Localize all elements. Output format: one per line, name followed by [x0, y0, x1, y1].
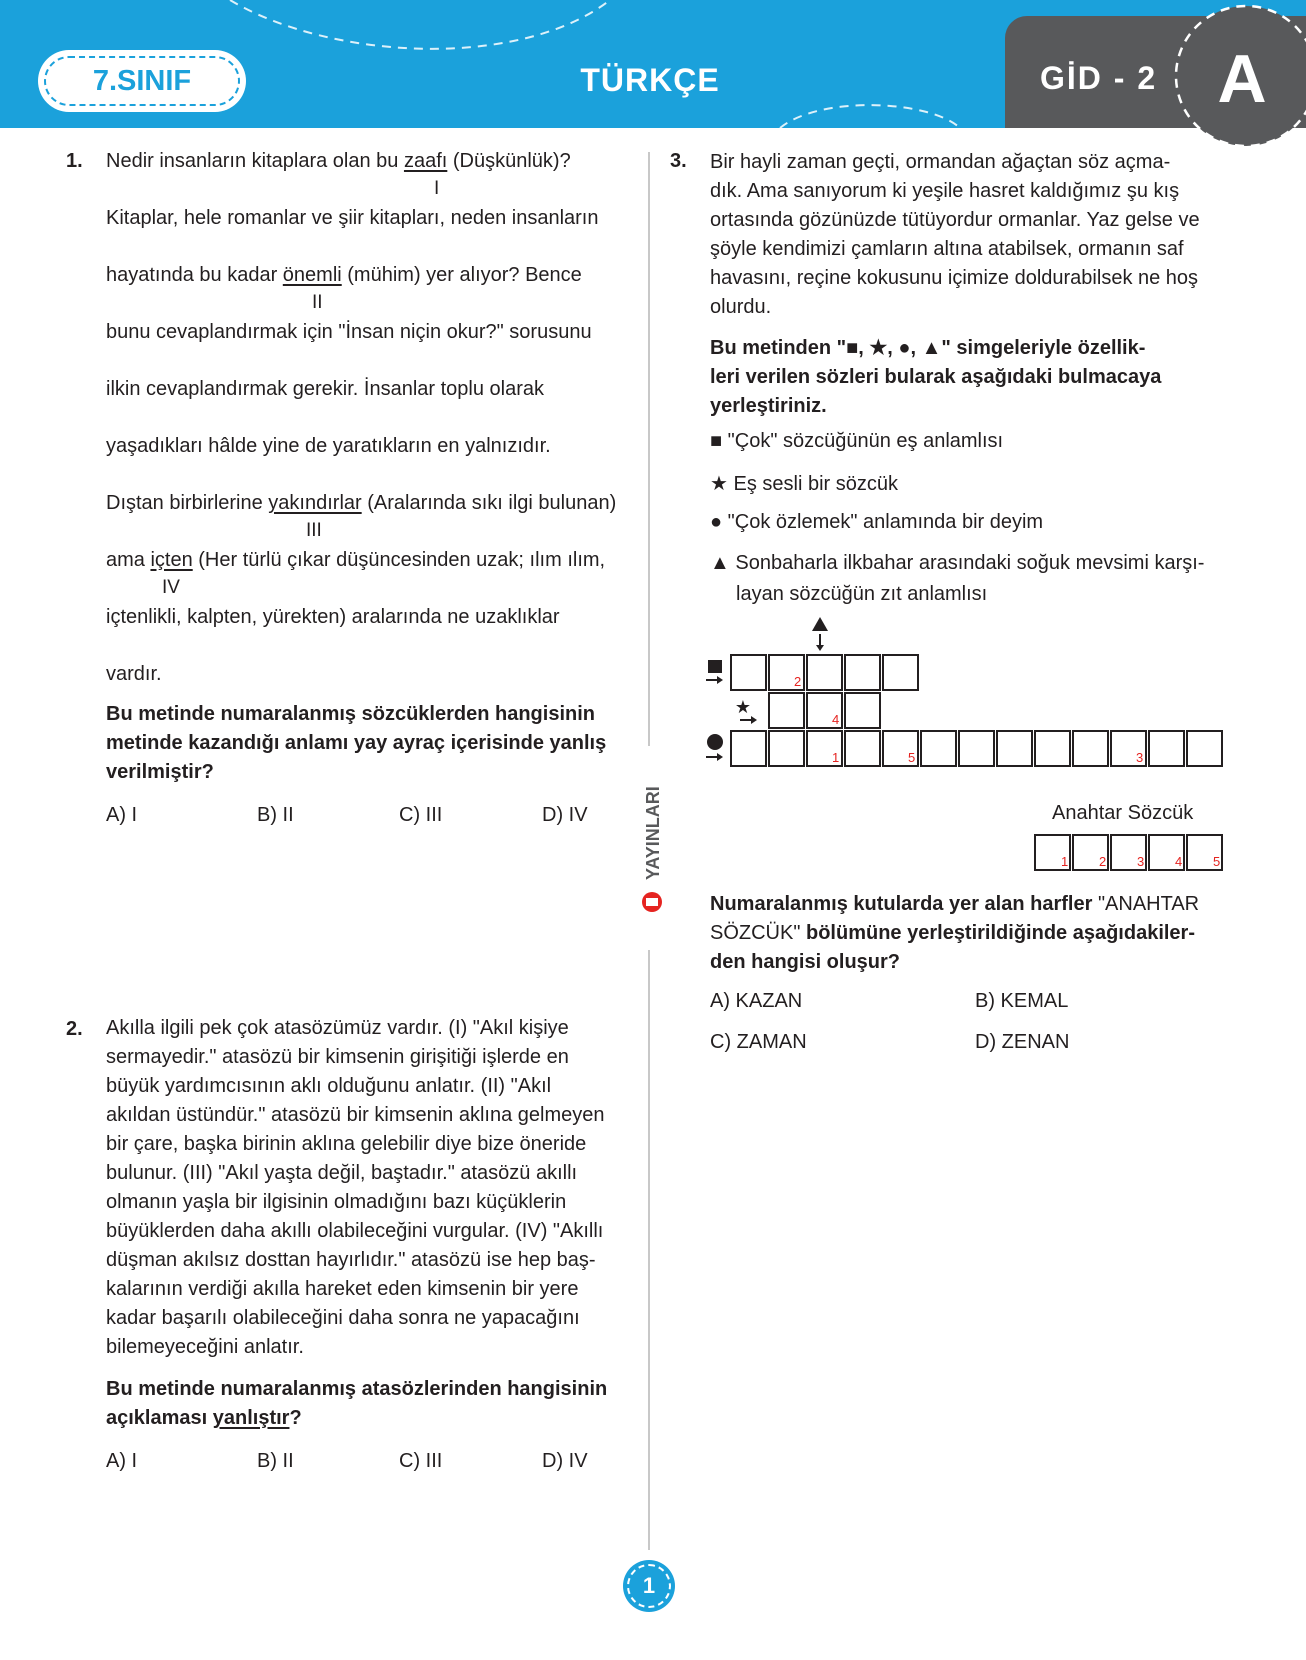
q3-option-b[interactable]: B) KEMAL [975, 990, 1069, 1012]
q1-line-1: Nedir insanların kitaplara olan bu zaafı (Düşkünlük)? [106, 150, 571, 172]
q3-clue-triangle-cont: layan sözcüğün zıt anlamlısı [736, 583, 988, 605]
cell-number: 1 [832, 750, 840, 765]
q1-line-10: vardır. [106, 663, 162, 685]
key-cell-number: 3 [1137, 854, 1145, 869]
q3-question: Numaralanmış kutularda yer alan harfler "ANAHTAR SÖZCÜK" bölümüne yerleştirildiğinde aşağıdakiler- den hangisi oluşur? [710, 893, 1200, 973]
column-divider-bottom [648, 950, 650, 1550]
key-cell-number: 2 [1099, 854, 1107, 869]
q1-line-2: Kitaplar, hele romanlar ve şiir kitapları, neden insanların [106, 207, 599, 229]
q1-mark-ii: II [312, 292, 323, 313]
cell-number: 3 [1136, 750, 1144, 765]
q2-number: 2. [66, 1018, 83, 1040]
q3-clue-square: ■ "Çok" sözcüğünün eş anlamlısı [710, 430, 1004, 452]
publisher-text: YAYINLARI [643, 786, 663, 880]
q3-number: 3. [670, 150, 687, 172]
key-cell-number: 5 [1213, 854, 1221, 869]
q3-instruction: Bu metinden "■, ★, ●, ▲" simgeleriyle özellik- leri verilen sözleri bularak aşağıdaki bulmacaya yerleştiriniz. [710, 337, 1162, 417]
q1-mark-i: I [434, 178, 440, 199]
star-icon: ★ [734, 697, 752, 718]
q1-mark-iii: III [306, 520, 322, 541]
form-letter: A [1217, 41, 1267, 117]
q1-option-d[interactable]: D) IV [542, 804, 588, 826]
square-icon: ■ [710, 430, 723, 452]
q3-option-a[interactable]: A) KAZAN [710, 990, 803, 1012]
triangle-icon: ▲ [710, 552, 730, 574]
q3-option-c[interactable]: C) ZAMAN [710, 1031, 807, 1053]
q1-option-b[interactable]: B) II [257, 804, 294, 826]
q3-option-d[interactable]: D) ZENAN [975, 1031, 1070, 1053]
cell-number: 2 [794, 674, 802, 689]
q3-clue-star: ★ Eş sesli bir sözcük [710, 473, 898, 495]
q1-line-6: yaşadıkları hâlde yine de yaratıkların en yalnızıdır. [106, 435, 551, 457]
page-number: 1 [642, 1573, 656, 1598]
key-cell-number: 4 [1175, 854, 1183, 869]
q1-mark-iv: IV [162, 577, 180, 598]
square-icon [708, 660, 722, 673]
q3-passage: Bir hayli zaman geçti, ormandan ağaçtan söz açma- dık. Ama sanıyorum ki yeşile hasret kaldığımız şu kış ortasında gözünüzde tütüyordur ormanlar. Yaz gelse ve şöyle kendimizi çamların altına atabilsek, ormanın saf havasını, reçine kokusunu içimize doldurabilsek ne hoş olurdu. [710, 151, 1200, 318]
key-cell-number: 1 [1061, 854, 1069, 869]
q1-question: Bu metinde numaralanmış sözcüklerden hangisinin metinde kazandığı anlamı yay ayraç içerisinde yanlış verilmiştir? [106, 703, 607, 783]
circle-icon [707, 734, 723, 750]
q1-line-8: ama içten (Her türlü çıkar düşüncesinden uzak; ılım ılım, [106, 549, 606, 571]
booklet-label: GİD - 2 [1040, 60, 1158, 96]
class-label: 7.SINIF [92, 64, 192, 97]
page-number-badge [623, 1560, 675, 1612]
q1-line-4: bunu cevaplandırmak için "İnsan niçin okur?" sorusunu [106, 321, 592, 343]
q1-line-5: ilkin cevaplandırmak gerekir. İnsanlar toplu olarak [106, 378, 544, 400]
key-word-title: Anahtar Sözcük [1052, 802, 1194, 824]
q2-option-b[interactable]: B) II [257, 1450, 294, 1472]
q2-option-d[interactable]: D) IV [542, 1450, 588, 1472]
crossword-arrows [0, 0, 1306, 780]
publisher-mark [640, 780, 664, 916]
q2-option-c[interactable]: C) III [399, 1450, 443, 1472]
q1-word-iii: yakındırlar [268, 492, 362, 514]
cell-number: 5 [908, 750, 916, 765]
q1-word-ii: önemli [282, 264, 342, 286]
q1-word-i: zaafı [403, 150, 448, 172]
q3-clue-triangle: ▲ Sonbaharla ilkbahar arasındaki soğuk mevsimi karşı- [710, 552, 1205, 574]
q2-option-a[interactable]: A) I [106, 1450, 138, 1472]
triangle-icon [812, 617, 828, 631]
q3-clue-circle: ● "Çok özlemek" anlamında bir deyim [710, 511, 1044, 533]
q1-line-7: Dıştan birbirlerine yakındırlar (Aralarında sıkı ilgi bulunan) [106, 492, 617, 514]
circle-icon: ● [710, 511, 723, 533]
q1-option-c[interactable]: C) III [399, 804, 443, 826]
q2-question-underlined: yanlıştır [212, 1407, 290, 1429]
q2-question: Bu metinde numaralanmış atasözlerinden hangisinin açıklaması yanlıştır? [106, 1378, 608, 1429]
cell-number: 4 [832, 712, 840, 727]
q1-line-3: hayatında bu kadar önemli (mühim) yer alıyor? Bence [106, 264, 582, 286]
subject-title: TÜRKÇE [580, 62, 720, 98]
q1-option-a[interactable]: A) I [106, 804, 138, 826]
star-icon: ★ [710, 473, 728, 495]
q1-number: 1. [66, 150, 83, 172]
q1-line-9: içtenlikli, kalpten, yürekten) aralarında ne uzaklıklar [106, 606, 560, 628]
q2-passage: Akılla ilgili pek çok atasözümüz vardır. (I) "Akıl kişiye sermayedir." atasözü bir kimsenin girişitiği işlerde en büyük yardımcısının aklı olduğunu anlatır. (II) "Akıl akıldan üstündür." atasözü bir kimsenin aklına gelmeyen bir çare, başka birinin aklına gelebilir diye bize öneride bulunur. (III) "Akıl yaşta değil, baştadır." atasözü akıllı olmanın yaşla bir ilgisinin olmadığını bazı küçüklerin büyüklerden daha akıllı olabileceğini vurgular. (IV) "Akıllı düşman akılsız dosttan hayırlıdır." atasözü ise hep baş- kalarının verdiği akılla hareket eden kimsenin bir yere kadar başarılı olabileceğini daha sonra ne yapacağını bilemeyeceğini anlatır. [106, 1017, 605, 1358]
q1-word-iv: içten [150, 549, 193, 571]
